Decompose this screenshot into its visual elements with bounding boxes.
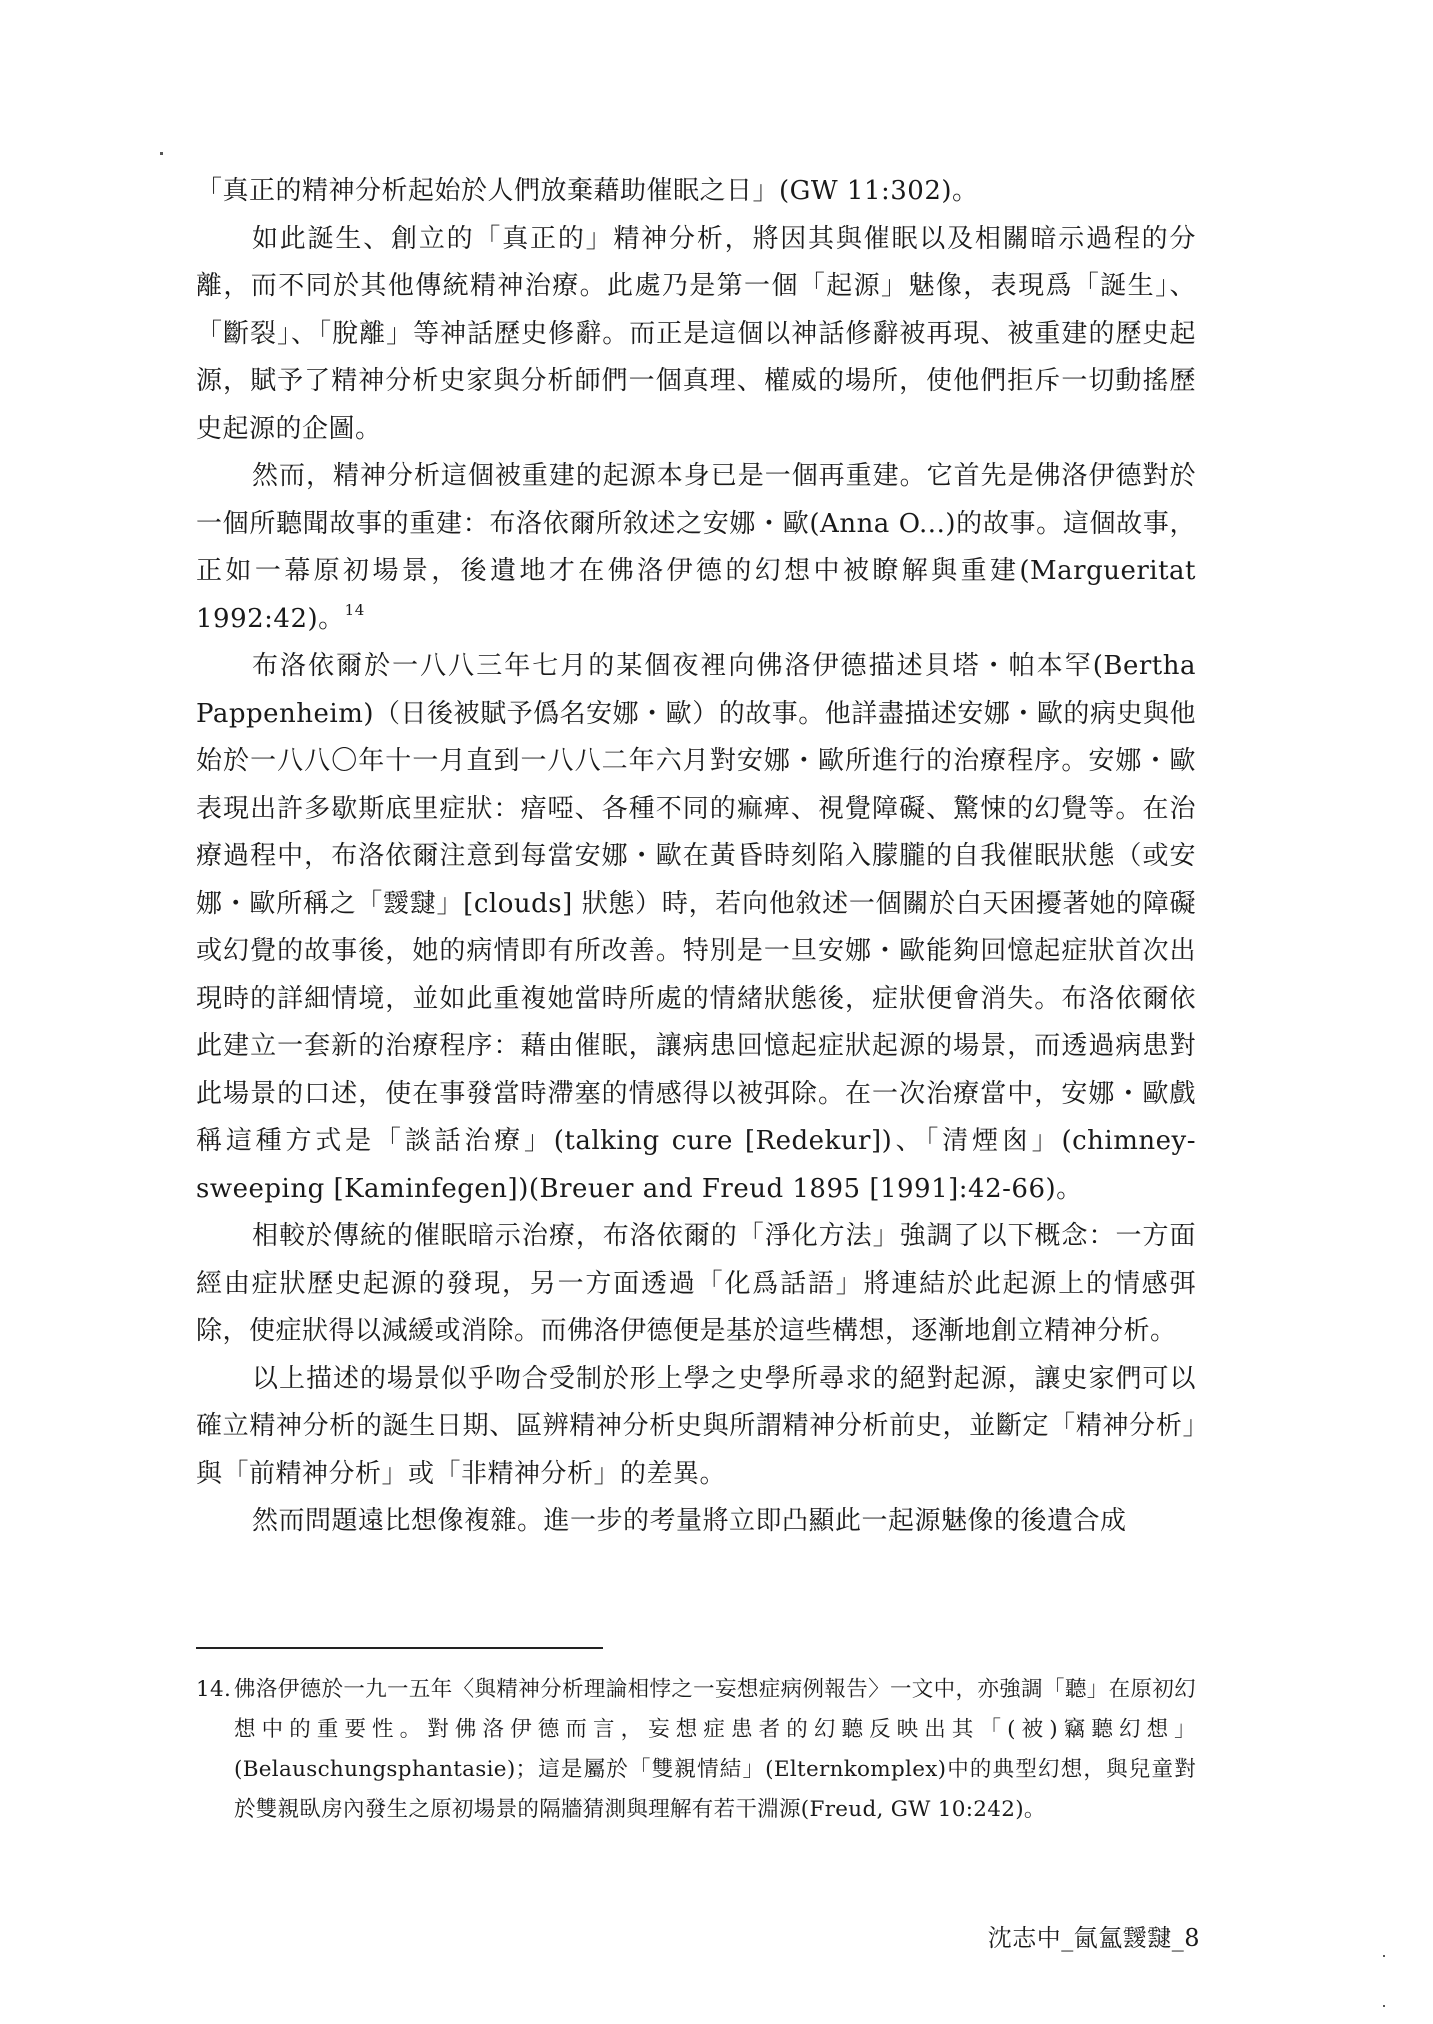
running-footer: 沈志中_氤氳靉靆_8 — [987, 1924, 1200, 1952]
footnote-reference[interactable]: 14 — [344, 600, 365, 619]
paragraph-text: 然而，精神分析這個被重建的起源本身已是一個再重建。它首先是佛洛伊德對於一個所聽聞故事的重建：布洛依爾所敘述之安娜・歐(Anna O...)的故事。這個故事，正如一幕原初場景，後遺地才在佛洛伊德的幻想中被瞭解與重建(Margueritat 1992:42)。 — [196, 461, 1196, 634]
paragraph: 「真正的精神分析起始於人們放棄藉助催眠之日」(GW 11:302)。 — [196, 176, 979, 206]
footnote-number: 14. — [196, 1677, 232, 1702]
paragraph: 然而問題遠比想像複雜。進一步的考量將立即凸顯此一起源魅像的後遺合成 — [252, 1506, 1127, 1536]
paragraph: 相較於傳統的催眠暗示治療，布洛依爾的「淨化方法」強調了以下概念：一方面經由症狀歷史起源的發現，另一方面透過「化爲話語」將連結於此起源上的情感弭除，使症狀得以減緩或消除。而佛洛伊德便是基於這些構想，逐漸地創立精神分析。 — [196, 1221, 1196, 1346]
body-text — [196, 168, 1196, 1546]
footnote — [196, 1670, 1196, 1830]
paragraph: 如此誕生、創立的「真正的」精神分析，將因其與催眠以及相關暗示過程的分離，而不同於其他傳統精神治療。此處乃是第一個「起源」魅像，表現爲「誕生」、「斷裂」、「脫離」等神話歷史修辭。而正是這個以神話修辭被再現、被重建的歷史起源，賦予了精神分析史家與分析師們一個真理、權威的場所，使他們拒斥一切動搖歷史起源的企圖。 — [196, 223, 1196, 444]
footnote-text: 佛洛伊德於一九一五年〈與精神分析理論相悖之一妄想症病例報告〉一文中，亦強調「聽」在原初幻想中的重要性。對佛洛伊德而言，妄想症患者的幻聽反映出其「(被)竊聽幻想」(Belauschungsphantasie)；這是屬於「雙親情結」(Elternkomplex)中的典型幻想，與兒童對於雙親臥房內發生之原初場景的隔牆猜測與理解有若干淵源(Freud, GW 10:242)。 — [234, 1677, 1196, 1822]
paragraph — [196, 453, 1196, 643]
paragraph: 布洛依爾於一八八三年七月的某個夜裡向佛洛伊德描述貝塔・帕本罕(Bertha Pappenheim)（日後被賦予僞名安娜・歐）的故事。他詳盡描述安娜・歐的病史與他始於一八八〇年十一月直到一八八二年六月對安娜・歐所進行的治療程序。安娜・歐表現出許多歇斯底里症狀：瘖啞、各種不同的痲痺、視覺障礙、驚悚的幻覺等。在治療過程中，布洛依爾注意到每當安娜・歐在黃昏時刻陷入朦朧的自我催眠狀態（或安娜・歐所稱之「靉靆」[clouds] 狀態）時，若向他敘述一個關於白天困擾著她的障礙或幻覺的故事後，她的病情即有所改善。特別是一旦安娜・歐能夠回憶起症狀首次出現時的詳細情境，並如此重複她當時所處的情緒狀態後，症狀便會消失。布洛依爾依此建立一套新的治療程序：藉由催眠，讓病患回憶起症狀起源的場景，而透過病患對此場景的口述，使在事發當時滯塞的情感得以被弭除。在一次治療當中，安娜・歐戲稱這種方式是「談話治療」(talking cure [Redekur])、「清煙囪」(chimney-sweeping [Kaminfegen])(Breuer and Freud 1895 [1991]:42-66)。 — [196, 651, 1196, 1204]
scan-mark — [1383, 1955, 1385, 1957]
paragraph: 以上描述的場景似乎吻合受制於形上學之史學所尋求的絕對起源，讓史家們可以確立精神分析的誕生日期、區辨精神分析史與所謂精神分析前史，並斷定「精神分析」與「前精神分析」或「非精神分析」的差異。 — [196, 1363, 1196, 1489]
scan-mark — [160, 152, 163, 155]
scan-mark — [1383, 2005, 1385, 2007]
footnote-separator — [196, 1647, 603, 1649]
